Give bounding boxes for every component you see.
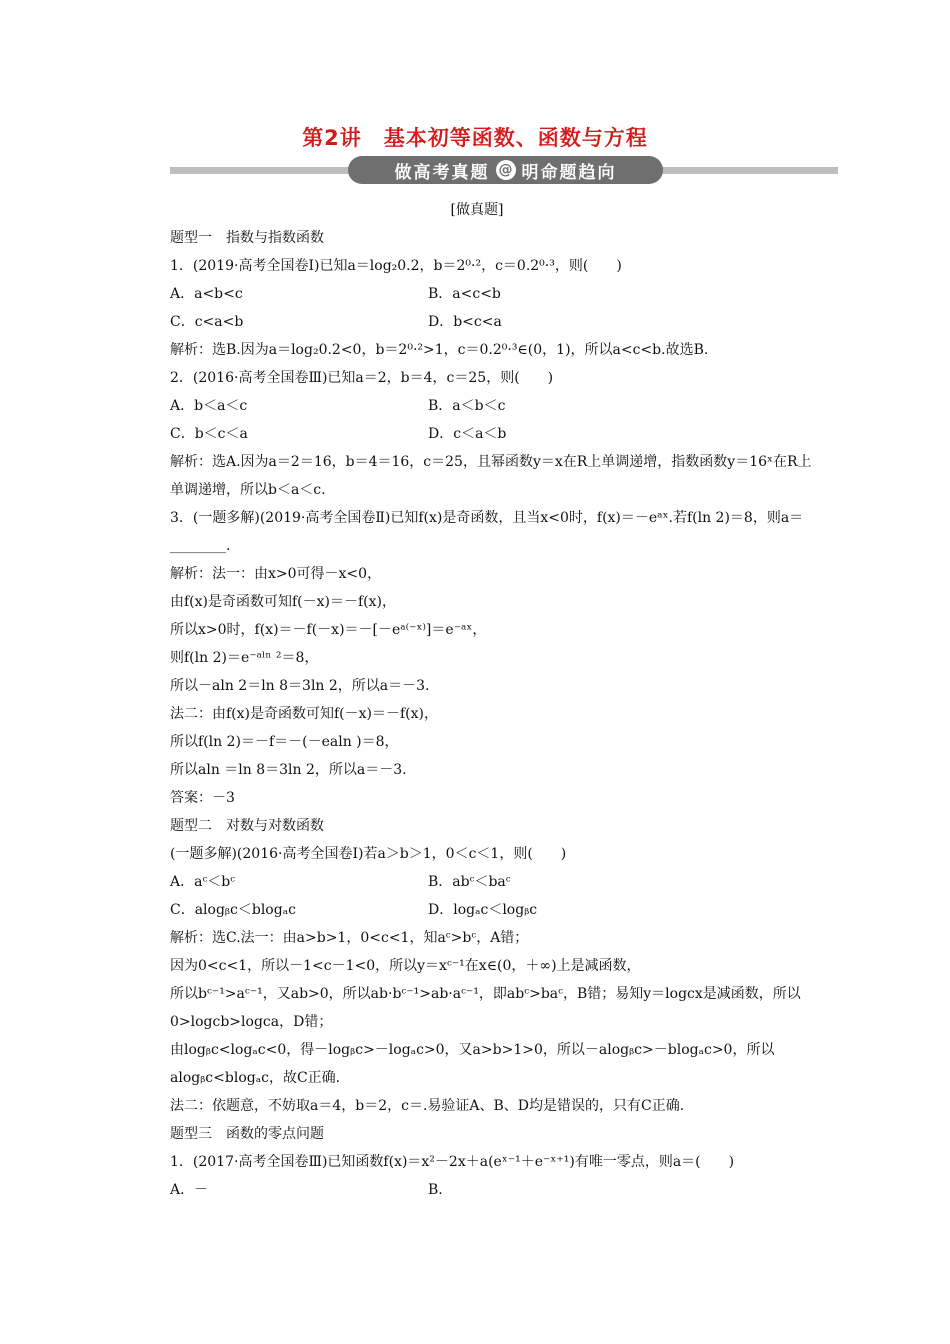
- banner-right-text: 明命题趋向: [521, 162, 617, 183]
- text-line: 答案：－3: [170, 790, 235, 806]
- option-item: C．alogᵦc＜blogₐc: [170, 902, 296, 918]
- option-item: D．b<c<a: [428, 314, 502, 330]
- options-row: [138, 280, 816, 308]
- text-line: 由f(x)是奇函数可知f(－x)＝－f(x)，: [170, 594, 397, 610]
- text-line: 因为0<c<1，所以－1<c－1<0，所以y＝xᶜ⁻¹在x∈(0，＋∞)上是减函数，: [170, 958, 641, 974]
- text-line: 解析：选B.因为a＝log₂0.2<0，b＝2⁰·²>1，c＝0.2⁰·³∈(0，1)，所以a<c<b.故选B.: [170, 342, 709, 358]
- options-row: [138, 308, 816, 336]
- options-row: [138, 420, 816, 448]
- option-item: A．aᶜ＜bᶜ: [170, 874, 236, 890]
- text-line: 3．(一题多解)(2019·高考全国卷Ⅱ)已知f(x)是奇函数，且当x<0时，f(x)＝－eᵃˣ.若f(ln 2)＝8，则a＝________.: [170, 510, 804, 554]
- document-body: [138, 196, 816, 1204]
- option-item: B．a<c<b: [428, 286, 501, 302]
- options-row: [138, 1176, 816, 1204]
- option-item: A．b＜a＜c: [170, 398, 248, 414]
- text-line: 解析：法一：由x>0可得－x<0，: [170, 566, 382, 582]
- text-line: 题型一 指数与指数函数: [170, 230, 324, 246]
- text-line: 解析：选C.法一：由a>b>1，0<c<1，知aᶜ>bᶜ，A错；: [170, 930, 529, 946]
- page-title: 第2讲 基本初等函数、函数与方程: [302, 126, 648, 150]
- text-line: 所以f(ln 2)＝－f＝－(－ealn )＝8，: [170, 734, 399, 750]
- text-line: 所以aln ＝ln 8＝3ln 2，所以a＝－3.: [170, 762, 407, 778]
- option-item: D．c＜a＜b: [428, 426, 507, 442]
- options-row: [138, 392, 816, 420]
- text-line: 题型二 对数与对数函数: [170, 818, 324, 834]
- option-item: A．－: [170, 1182, 209, 1198]
- option-item: C．c<a<b: [170, 314, 244, 330]
- option-item: A．a<b<c: [170, 286, 243, 302]
- option-item: D．logₐc＜logᵦc: [428, 902, 538, 918]
- option-item: C．b＜c＜a: [170, 426, 248, 442]
- text-line: 由logᵦc<logₐc<0，得－logᵦc>－logₐc>0，又a>b>1>0，所以－alogᵦc>－blogₐc>0，所以alogᵦc<blogₐc，故C正确.: [170, 1042, 775, 1086]
- text-line: 1．(2017·高考全国卷Ⅲ)已知函数f(x)＝x²－2x＋a(eˣ⁻¹＋e⁻ˣ⁺¹)有唯一零点，则a＝( ): [170, 1154, 735, 1170]
- at-icon: @: [496, 160, 516, 180]
- text-line: 法二：依题意，不妨取a＝4，b＝2，c＝.易验证A、B、D均是错误的，只有C正确.: [170, 1098, 685, 1114]
- text-line: 题型三 函数的零点问题: [170, 1126, 324, 1142]
- option-item: B．abᶜ＜baᶜ: [428, 874, 511, 890]
- text-line: 所以bᶜ⁻¹>aᶜ⁻¹，又ab>0，所以ab·bᶜ⁻¹>ab·aᶜ⁻¹，即abᶜ>baᶜ，B错；易知y＝logcx是减函数，所以0>logcb>logca，D错；: [170, 986, 801, 1030]
- text-line: 所以x>0时，f(x)＝－f(－x)＝－[－eᵃ⁽⁻ˣ⁾]＝e⁻ᵃˣ，: [170, 622, 487, 638]
- text-line: 法二：由f(x)是奇函数可知f(－x)＝－f(x)，: [170, 706, 439, 722]
- option-item: B.: [428, 1182, 443, 1198]
- option-item: B．a＜b＜c: [428, 398, 506, 414]
- text-line: 解析：选A.因为a＝2＝16，b＝4＝16，c＝25，且幂函数y＝x在R上单调递增，指数函数y＝16ˣ在R上单调递增，所以b＜a＜c.: [170, 454, 812, 498]
- options-row: [138, 868, 816, 896]
- text-line: (一题多解)(2016·高考全国卷Ⅰ)若a＞b＞1，0＜c＜1，则( ): [170, 846, 567, 862]
- text-line: 1．(2019·高考全国卷Ⅰ)已知a＝log₂0.2，b＝2⁰·²，c＝0.2⁰·³，则( ): [170, 258, 622, 274]
- text-line: 则f(ln 2)＝e⁻ᵃˡⁿ ²＝8，: [170, 650, 319, 666]
- banner-left-text: 做高考真题: [394, 162, 490, 183]
- section-heading: [做真题]: [450, 202, 504, 218]
- text-line: 2．(2016·高考全国卷Ⅲ)已知a＝2，b＝4，c＝25，则( ): [170, 370, 554, 386]
- text-line: 所以－aln 2＝ln 8＝3ln 2，所以a＝－3.: [170, 678, 430, 694]
- banner-pill: [348, 156, 663, 184]
- options-row: [138, 896, 816, 924]
- section-banner: [170, 156, 838, 186]
